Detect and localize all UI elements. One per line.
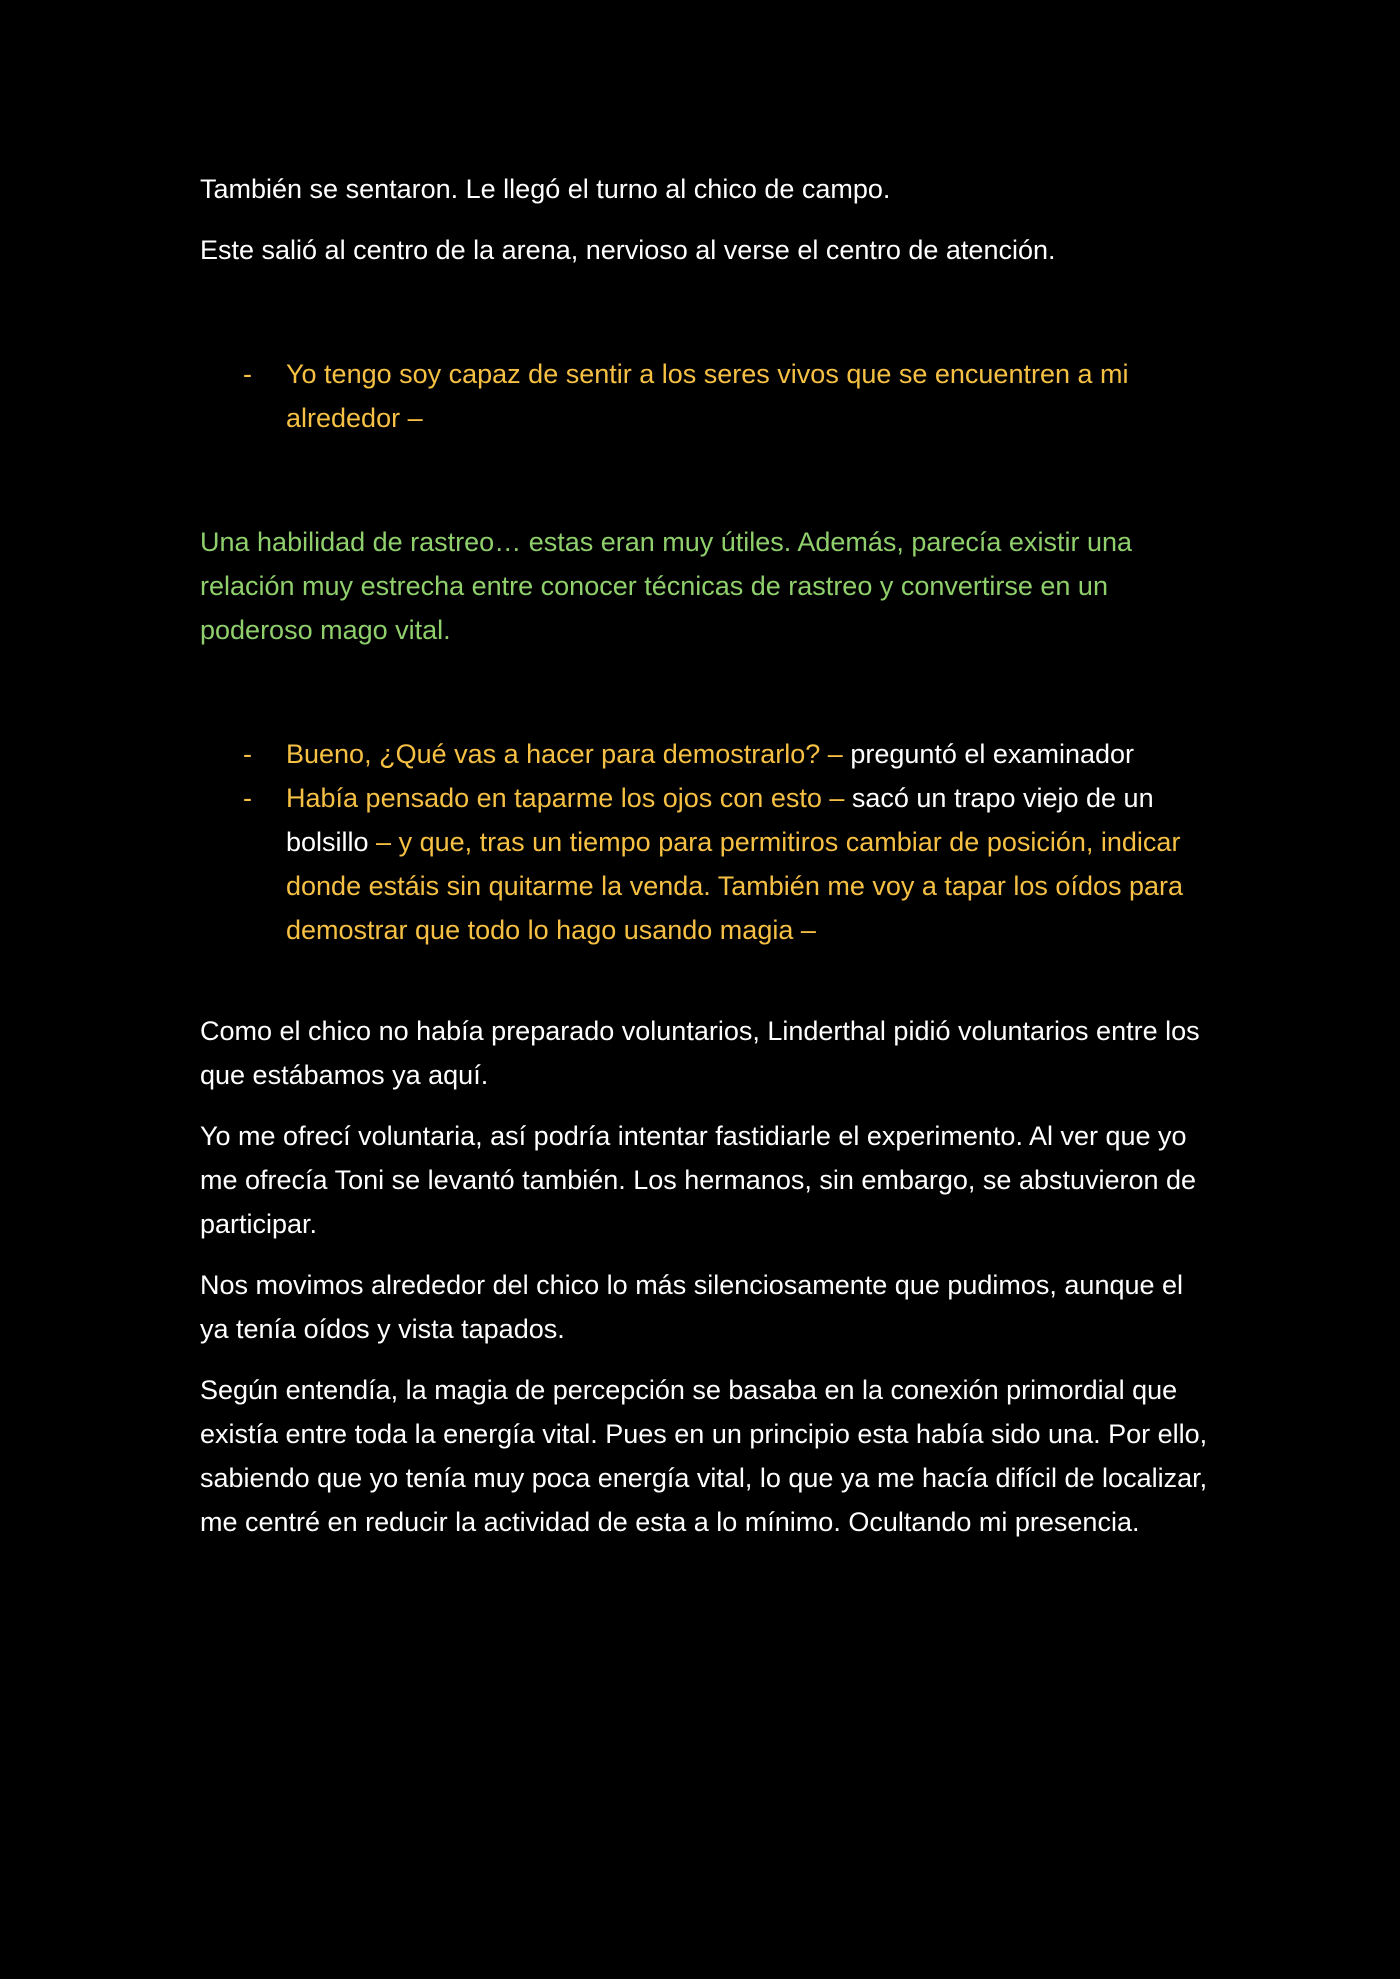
dialogue-text [286, 776, 1210, 952]
dialogue-dash: - [243, 739, 252, 769]
dialogue-speech: Bueno, ¿Qué vas a hacer para demostrarlo? – [286, 739, 843, 769]
dialogue-tag: preguntó el examinador [842, 739, 1134, 769]
dialogue-speech: Yo tengo soy capaz de sentir a los seres vivos que se encuentren a mi alrededor – [286, 359, 1129, 433]
paragraph-3: Como el chico no había preparado voluntarios, Linderthal pidió voluntarios entre los que estábamos ya aquí. [200, 1016, 1200, 1090]
document-page [200, 167, 1210, 1561]
paragraph-2: Este salió al centro de la arena, nervioso al verse el centro de atención. [200, 235, 1056, 265]
dialogue-dash: - [243, 359, 252, 389]
dialogue-dash: - [243, 783, 252, 813]
paragraph-5: Nos movimos alrededor del chico lo más silenciosamente que pudimos, aunque el ya tenía oídos y vista tapados. [200, 1270, 1184, 1344]
dialogue-line-2 [200, 732, 1210, 776]
dialogue-line-1 [200, 352, 1210, 440]
dialogue-text [286, 732, 1210, 776]
thought-paragraph: Una habilidad de rastreo… estas eran muy útiles. Además, parecía existir una relación muy estrecha entre conocer técnicas de rastreo y convertirse en un poderoso mago vital. [200, 527, 1132, 645]
paragraph-6: Según entendía, la magia de percepción se basaba en la conexión primordial que existía entre toda la energía vital. Pues en un principio esta había sido una. Por ello, sabiendo que yo tenía muy poca energía vital, lo que ya me hacía difícil de localizar, me centré en reducir la actividad de esta a lo mínimo. Ocultando mi presencia. [200, 1375, 1208, 1537]
dialogue-speech: – y que, tras un tiempo para permitiros cambiar de posición, indicar donde estáis sin quitarme la venda. También me voy a tapar los oídos para demostrar que todo lo hago usando magia – [286, 827, 1184, 945]
paragraph-4: Yo me ofrecí voluntaria, así podría intentar fastidiarle el experimento. Al ver que yo me ofrecía Toni se levantó también. Los hermanos, sin embargo, se abstuvieron de participar. [200, 1121, 1197, 1239]
dialogue-line-3 [200, 776, 1210, 952]
dialogue-speech: Había pensado en taparme los ojos con esto – [286, 783, 845, 813]
paragraph-1: También se sentaron. Le llegó el turno al chico de campo. [200, 174, 891, 204]
dialogue-tag: sacó un trapo viejo de un bolsillo [286, 783, 1154, 857]
